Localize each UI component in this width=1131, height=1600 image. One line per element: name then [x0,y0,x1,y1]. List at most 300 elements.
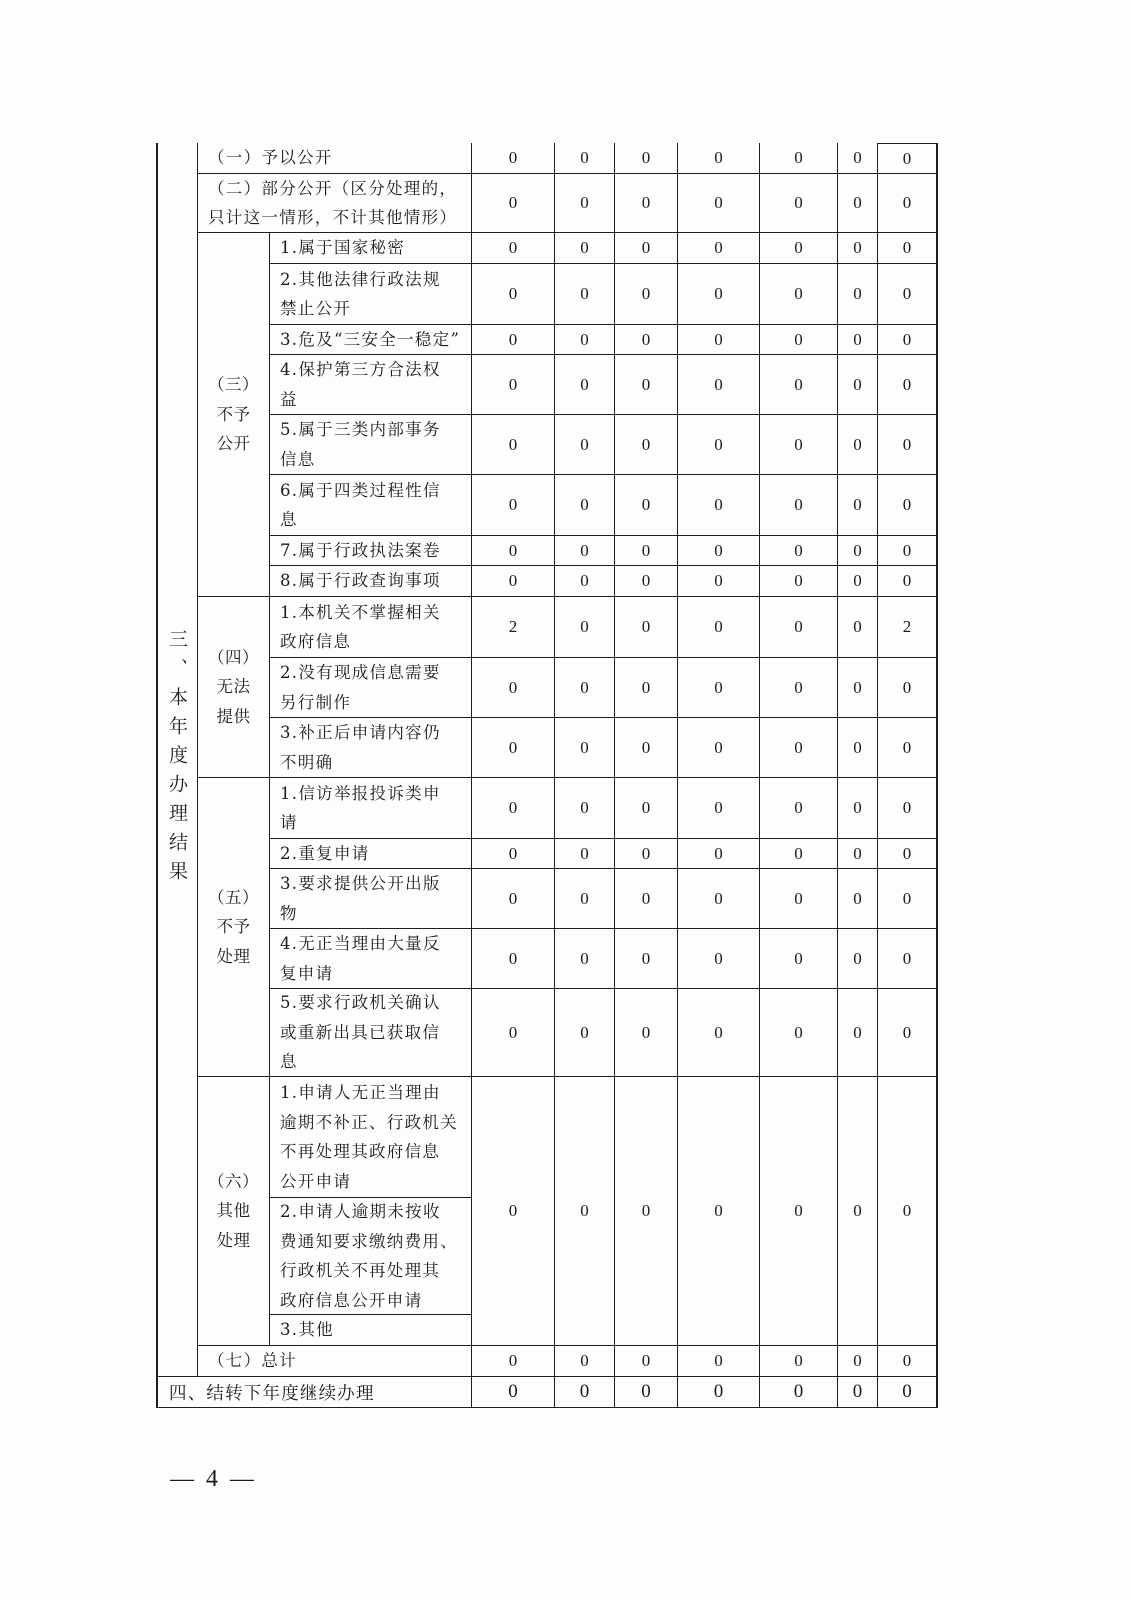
value-text: 0 [853,495,862,514]
value-cell [472,929,555,989]
value-text: 0 [641,888,651,908]
value-cell [678,778,760,839]
value-cell [760,869,838,929]
value-text: 0 [508,434,518,454]
value-cell [878,1077,938,1346]
value-text: 0 [714,329,723,349]
carry-over-label-text: 四、结转下年度继续办理 [169,1383,375,1404]
value-cell [555,1377,615,1408]
value-cell [760,718,838,778]
label-line: 不予 [216,917,251,937]
value-text: 0 [508,1351,518,1370]
label-text [208,370,259,459]
value-cell [838,869,878,929]
value-cell [615,475,678,536]
value-cell [838,597,878,658]
label-line: 逾期不补正、行政机关 [280,1112,458,1132]
value-text: 0 [508,540,518,560]
value-text: 0 [508,1201,518,1220]
value-text: 0 [794,193,803,212]
value-cell [472,1346,555,1377]
value-cell [838,929,878,989]
label-line: （一）予以公开 [208,148,333,168]
value-cell [615,355,678,415]
value-cell [678,355,760,415]
value-text: 0 [902,571,912,590]
value-text: 0 [508,193,518,212]
label-line: 不再处理其政府信息 [280,1142,441,1161]
value-text: 0 [714,1201,723,1220]
value-cell [615,415,678,475]
value-cell [678,536,760,566]
value-text: 0 [794,329,803,349]
label-text [280,1315,334,1345]
value-cell [472,718,555,778]
label-text [280,779,441,838]
value-text: 0 [580,193,589,212]
label-line: （三） [208,375,259,395]
value-text: 0 [853,798,862,817]
value-cell [555,264,615,325]
value-cell [555,658,615,718]
page-number: — 4 — [170,1466,257,1492]
value-text: 0 [641,1022,651,1042]
value-cell [838,475,878,536]
outcome-item-label [270,355,472,415]
value-text: 0 [853,284,862,303]
value-cell [472,869,555,929]
label-line: 公开申请 [280,1171,352,1191]
value-cell [555,415,615,475]
value-cell [878,264,938,325]
value-text: 0 [902,888,912,908]
value-cell [838,1077,878,1346]
outcome-group-label [198,597,270,778]
label-line: 6.属于四类过程性信 [280,480,441,500]
value-text: 0 [853,1022,862,1042]
value-cell [760,174,838,233]
label-line: 或重新出具已获取信 [280,1022,441,1042]
value-cell [555,536,615,566]
value-text: 0 [794,434,803,454]
value-cell [878,1377,938,1408]
label-text [280,989,441,1077]
value-cell [760,355,838,415]
label-line: 请 [280,813,298,832]
label-line: 益 [280,389,298,409]
value-cell [838,718,878,778]
label-line: 另行制作 [280,692,352,712]
label-line: 处理 [216,946,251,966]
value-text: 0 [641,1381,651,1402]
value-cell [878,929,938,989]
value-text: 0 [714,238,723,257]
label-line: 处理 [216,1230,251,1250]
value-cell [555,839,615,869]
value-text: 0 [641,843,651,863]
value-cell [760,929,838,989]
value-cell [838,566,878,597]
value-text: 0 [902,540,912,560]
label-text [280,476,441,535]
value-text: 0 [714,1351,723,1370]
label-line: 3.危及“三安全一稳定” [280,329,461,349]
value-cell [838,325,878,355]
value-cell [615,839,678,869]
value-text: 0 [902,329,912,349]
results-table [156,143,938,1408]
value-text: 0 [714,571,723,590]
outcome-item-label [270,839,472,869]
outcome-item-label [270,325,472,355]
value-text: 0 [580,737,589,757]
value-text: 0 [580,284,589,303]
value-text: 0 [641,495,651,514]
value-cell [615,233,678,264]
value-cell [678,929,760,989]
label-line: （四） [208,647,259,667]
label-text [208,643,259,732]
value-cell [760,839,838,869]
value-cell [472,658,555,718]
label-line: 公开 [216,434,251,454]
value-text: 0 [794,148,803,167]
value-cell [472,536,555,566]
label-text [280,1078,458,1196]
value-text: 0 [794,798,803,817]
label-line: 2.申请人逾期未按收 [280,1202,441,1221]
value-text: 0 [580,540,589,560]
value-cell [472,839,555,869]
value-text: 0 [902,374,912,394]
value-text: 0 [794,737,803,757]
outcome-item-label [270,778,472,839]
value-text: 0 [853,329,862,349]
value-text: 0 [641,1201,651,1220]
value-cell [678,566,760,597]
value-cell [760,233,838,264]
value-text: 0 [794,238,803,257]
value-text: 0 [794,1201,803,1220]
value-cell [555,355,615,415]
value-text: 0 [902,843,912,863]
value-cell [472,597,555,658]
outcome-item-label [270,566,472,597]
label-text [280,839,370,868]
value-text: 0 [580,374,589,394]
value-cell [615,869,678,929]
value-cell [615,143,678,174]
value-cell [615,929,678,989]
outcome-item-label [270,1198,472,1315]
value-cell [838,415,878,475]
value-text: 0 [508,888,518,908]
outcome-label [198,1346,472,1377]
value-text: 0 [853,617,862,636]
value-text: 0 [714,737,723,757]
value-text: 0 [641,329,651,349]
outcome-group-label [198,778,270,1077]
value-cell [678,869,760,929]
value-cell [555,989,615,1077]
value-text: 0 [853,843,862,863]
value-cell [760,778,838,839]
value-text: 0 [580,948,589,968]
value-cell [615,264,678,325]
value-text: 0 [853,148,862,167]
label-line: 4.无正当理由大量反 [280,934,441,953]
label-line: 无法 [216,677,251,697]
value-cell [555,233,615,264]
label-line: （五） [208,887,259,907]
value-cell [678,597,760,658]
value-text: 0 [641,617,651,636]
value-cell [760,658,838,718]
value-cell [838,174,878,233]
value-cell [615,718,678,778]
value-cell [472,355,555,415]
value-text: 0 [902,434,912,454]
value-text: 0 [713,1381,724,1402]
value-text: 0 [579,1381,590,1402]
value-cell [555,778,615,839]
value-text: 0 [902,798,912,817]
label-line: 2.没有现成信息需要 [280,663,441,682]
value-text: 0 [902,238,912,257]
value-text: 0 [853,374,862,394]
outcome-group-label [198,1077,270,1346]
label-text [280,325,460,354]
value-text: 0 [902,284,912,303]
carry-over-label [158,1377,472,1408]
value-text: 0 [853,571,862,590]
value-cell [678,1077,760,1346]
value-text: 0 [794,1351,803,1370]
value-text: 0 [641,677,651,697]
value-cell [838,233,878,264]
value-text: 0 [580,1022,589,1042]
value-cell [838,1346,878,1377]
value-cell [760,1077,838,1346]
value-cell [472,174,555,233]
value-cell [838,658,878,718]
value-text: 0 [794,888,803,908]
value-cell [678,658,760,718]
value-cell [472,415,555,475]
outcome-item-label [270,536,472,566]
value-cell [760,415,838,475]
value-text: 0 [580,329,589,349]
label-line: 息 [280,510,298,529]
label-text [280,566,441,596]
label-line: 物 [280,903,298,923]
value-text: 0 [714,617,723,636]
value-cell [555,597,615,658]
value-text: 0 [794,540,803,560]
value-cell [878,355,938,415]
value-text: 0 [641,374,651,394]
value-text: 0 [794,677,803,697]
value-text: 0 [794,284,803,303]
value-cell [878,325,938,355]
label-line: 政府信息公开申请 [280,1290,423,1310]
value-text: 0 [508,329,518,349]
value-cell [555,869,615,929]
label-text [280,1198,458,1315]
value-cell [555,1346,615,1377]
value-cell [472,325,555,355]
value-text: 0 [641,193,651,212]
value-cell [838,355,878,415]
outcome-item-label [270,597,472,658]
value-text: 0 [853,540,862,560]
label-line: 3.要求提供公开出版 [280,874,441,893]
value-text: 0 [508,284,518,303]
value-text: 0 [508,495,518,514]
label-text [208,1167,259,1256]
value-text: 0 [714,148,723,167]
value-cell [615,566,678,597]
value-text: 0 [641,737,651,757]
label-line: 7.属于行政执法案卷 [280,540,441,560]
value-cell [472,264,555,325]
value-text: 0 [853,193,862,212]
value-text: 0 [794,617,803,636]
value-text: 0 [508,843,518,863]
value-text: 0 [853,677,862,697]
value-text: 0 [794,843,803,863]
value-text: 0 [641,148,651,167]
value-cell [878,869,938,929]
value-cell [555,143,615,174]
label-text [280,536,441,565]
value-cell [678,839,760,869]
value-text: 0 [902,1022,912,1042]
outcome-group-label [198,233,270,597]
value-cell [555,325,615,355]
value-text: 0 [794,374,803,394]
label-line: 1.信访举报投诉类申 [280,783,441,803]
label-text [280,415,441,474]
label-line: 不明确 [280,752,334,772]
value-cell [878,536,938,566]
value-cell [678,475,760,536]
value-cell [878,143,938,174]
value-cell [472,143,555,174]
value-text: 0 [641,434,651,454]
value-text: 0 [853,1351,862,1370]
value-text: 0 [508,374,518,394]
value-cell [615,325,678,355]
label-line: 5.属于三类内部事务 [280,420,441,439]
value-cell [472,475,555,536]
value-cell [878,1346,938,1377]
value-cell [678,174,760,233]
value-text: 0 [853,1201,862,1220]
label-text [280,233,405,263]
outcome-item-label [270,1315,472,1346]
value-cell [760,325,838,355]
value-cell [678,1346,760,1377]
label-line: 信息 [280,449,316,469]
value-text: 0 [902,948,912,968]
label-line: 行政机关不再处理其 [280,1261,441,1280]
label-text [208,883,259,972]
value-text: 0 [580,798,589,817]
label-text [280,869,441,928]
value-cell [838,264,878,325]
value-text: 0 [853,888,862,908]
value-text: 0 [580,148,589,167]
section-label [158,143,198,1377]
value-text: 0 [714,798,723,817]
label-text [208,1346,297,1376]
value-text: 0 [902,1381,912,1402]
value-cell [878,415,938,475]
label-line: （二）部分公开（区分处理的， [208,178,458,198]
value-cell [678,143,760,174]
value-text: 0 [902,148,912,168]
value-text: 0 [714,948,723,968]
outcome-item-label [270,415,472,475]
value-text: 0 [580,677,589,697]
value-cell [678,1377,760,1408]
outcome-item-label [270,658,472,718]
label-line: 复申请 [280,963,334,983]
value-cell [838,143,878,174]
value-cell [760,143,838,174]
value-cell [615,536,678,566]
value-cell [555,475,615,536]
label-line: 3.补正后申请内容仍 [280,723,441,742]
label-text [280,598,441,657]
value-text: 0 [508,798,518,817]
label-text [280,355,441,414]
label-line: （七）总计 [208,1351,297,1371]
value-cell [678,264,760,325]
value-cell [555,566,615,597]
value-cell [555,174,615,233]
value-text: 0 [580,1201,589,1220]
value-text: 0 [641,284,651,303]
label-line: 4.保护第三方合法权 [280,360,441,379]
value-cell [838,1377,878,1408]
value-cell [838,778,878,839]
value-text: 0 [794,495,803,514]
value-text: 0 [714,888,723,908]
value-cell [678,415,760,475]
value-text: 0 [714,495,723,514]
label-text [280,265,441,324]
outcome-item-label [270,475,472,536]
label-text [280,929,441,988]
value-cell [760,264,838,325]
value-text: 0 [641,540,651,560]
label-line: 只计这一情形，不计其他情形） [208,208,458,227]
value-text: 0 [794,948,803,968]
value-text: 0 [580,843,589,863]
outcome-item-label [270,718,472,778]
value-cell [472,1077,555,1346]
value-text: 0 [641,1351,651,1370]
label-line: 费通知要求缴纳费用、 [280,1231,458,1251]
value-cell [678,325,760,355]
label-line: 2.其他法律行政法规 [280,269,441,289]
value-text: 0 [714,193,723,212]
value-cell [555,929,615,989]
value-cell [878,839,938,869]
value-text: 0 [508,571,518,590]
